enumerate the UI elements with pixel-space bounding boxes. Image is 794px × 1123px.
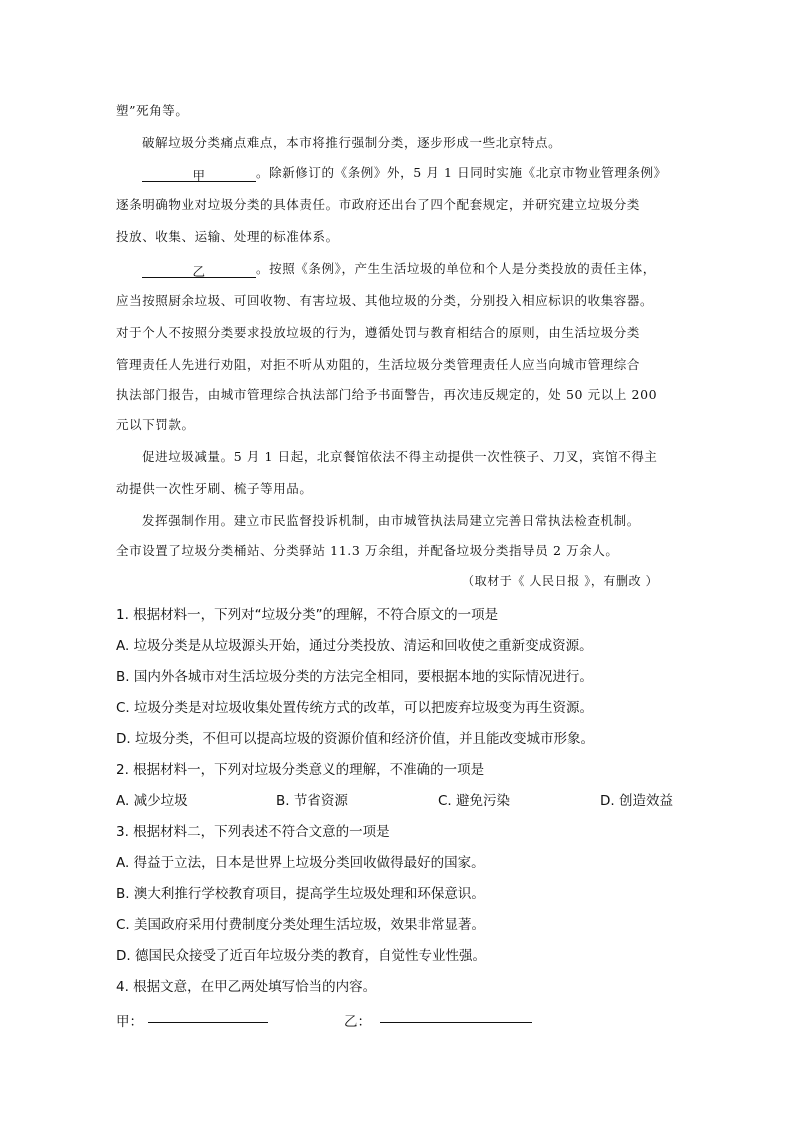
passage-paragraph-2-line-1 — [142, 164, 667, 182]
answer-jia-line[interactable] — [148, 1022, 268, 1023]
passage-paragraph-2-line-2: 逐条明确物业对垃圾分类的具体责任。市政府还出台了四个配套规定，并研究建立垃圾分类 — [116, 197, 641, 212]
question-2: 2. 根据材料一，下列对垃圾分类意义的理解，不准确的一项是 — [116, 762, 485, 778]
passage-paragraph-1: 破解垃圾分类痛点难点，本市将推行强制分类，逐步形成一些北京特点。 — [142, 135, 562, 150]
question-1-option-d: D. 垃圾分类，不但可以提高垃圾的资源价值和经济价值，并且能改变城市形象。 — [116, 731, 594, 747]
question-2-option-d: D. 创造效益 — [600, 793, 673, 809]
question-1: 1. 根据材料一，下列对“垃圾分类”的理解，不符合原文的一项是 — [116, 607, 499, 623]
question-4: 4. 根据文意，在甲乙两处填写恰当的内容。 — [116, 979, 377, 995]
passage-paragraph-3-line-4: 管理责任人先进行劝阻，对拒不听从劝阻的，生活垃圾分类管理责任人应当向城市管理综合 — [116, 357, 641, 372]
question-1-option-b: B. 国内外各城市对生活垃圾分类的方法完全相同，要根据本地的实际情况进行。 — [116, 669, 593, 685]
passage-paragraph-4-line-2: 动提供一次性牙刷、梳子等用品。 — [116, 481, 313, 496]
passage-paragraph-5-line-1: 发挥强制作用。建立市民监督投诉机制，由市城管执法局建立完善日常执法检查机制。 — [142, 513, 640, 528]
question-3-option-b: B. 澳大利推行学校教育项目，提高学生垃圾处理和环保意识。 — [116, 886, 485, 902]
question-3-option-a: A. 得益于立法，日本是世界上垃圾分类回收做得最好的国家。 — [116, 855, 485, 871]
question-3-option-d: D. 德国民众接受了近百年垃圾分类的教育，自觉性专业性强。 — [116, 948, 486, 964]
passage-paragraph-3-line-6: 元以下罚款。 — [116, 417, 195, 432]
passage-paragraph-2-line-3: 投放、收集、运输、处理的标准体系。 — [116, 229, 339, 244]
answer-jia-label: 甲： — [116, 1014, 143, 1030]
question-2-option-c: C. 避免污染 — [438, 793, 511, 809]
blank-jia-label: 甲 — [192, 168, 206, 183]
passage-paragraph-3-line-3: 对于个人不按照分类要求投放垃圾的行为，遵循处罚与教育相结合的原则，由生活垃圾分类 — [116, 325, 641, 340]
passage-paragraph-3-line-2: 应当按照厨余垃圾、可回收物、有害垃圾、其他垃圾的分类，分别投入相应标识的收集容器。 — [116, 293, 654, 308]
blank-yi-label: 乙 — [192, 264, 206, 279]
blank-jia — [142, 167, 256, 182]
question-2-option-a: A. 减少垃圾 — [116, 793, 188, 809]
passage-paragraph-3-line-5: 执法部门报告，由城市管理综合执法部门给予书面警告，再次违反规定的，处 50 元以上 200 — [116, 387, 658, 402]
question-1-option-c: C. 垃圾分类是对垃圾收集处置传统方式的改革，可以把废弃垃圾变为再生资源。 — [116, 700, 594, 716]
answer-yi-label: 乙： — [344, 1014, 371, 1030]
blank-yi — [142, 263, 256, 278]
passage-text: 。除新修订的《条例》外，5 月 1 日同时实施《北京市物业管理条例》 — [256, 165, 667, 180]
question-3: 3. 根据材料二，下列表述不符合文意的一项是 — [116, 824, 390, 840]
passage-line: 塑”死角等。 — [116, 103, 189, 118]
passage-paragraph-4-line-1: 促进垃圾减量。5 月 1 日起，北京餐馆依法不得主动提供一次性筷子、刀叉，宾馆不得主 — [142, 449, 658, 464]
passage-paragraph-3-line-1 — [142, 260, 656, 278]
passage-paragraph-5-line-2: 全市设置了垃圾分类桶站、分类驿站 11.3 万余组，并配备垃圾分类指导员 2 万余人。 — [116, 543, 619, 558]
question-3-option-c: C. 美国政府采用付费制度分类处理生活垃圾，效果非常显著。 — [116, 917, 486, 933]
source-note: （取材于《 人民日报 》，有删改 ） — [462, 574, 659, 588]
answer-yi-line[interactable] — [380, 1022, 532, 1023]
question-2-option-b: B. 节省资源 — [276, 793, 348, 809]
question-1-option-a: A. 垃圾分类是从垃圾源头开始，通过分类投放、清运和回收使之重新变成资源。 — [116, 638, 593, 654]
passage-text: 。按照《条例》，产生生活垃圾的单位和个人是分类投放的责任主体， — [256, 261, 656, 276]
